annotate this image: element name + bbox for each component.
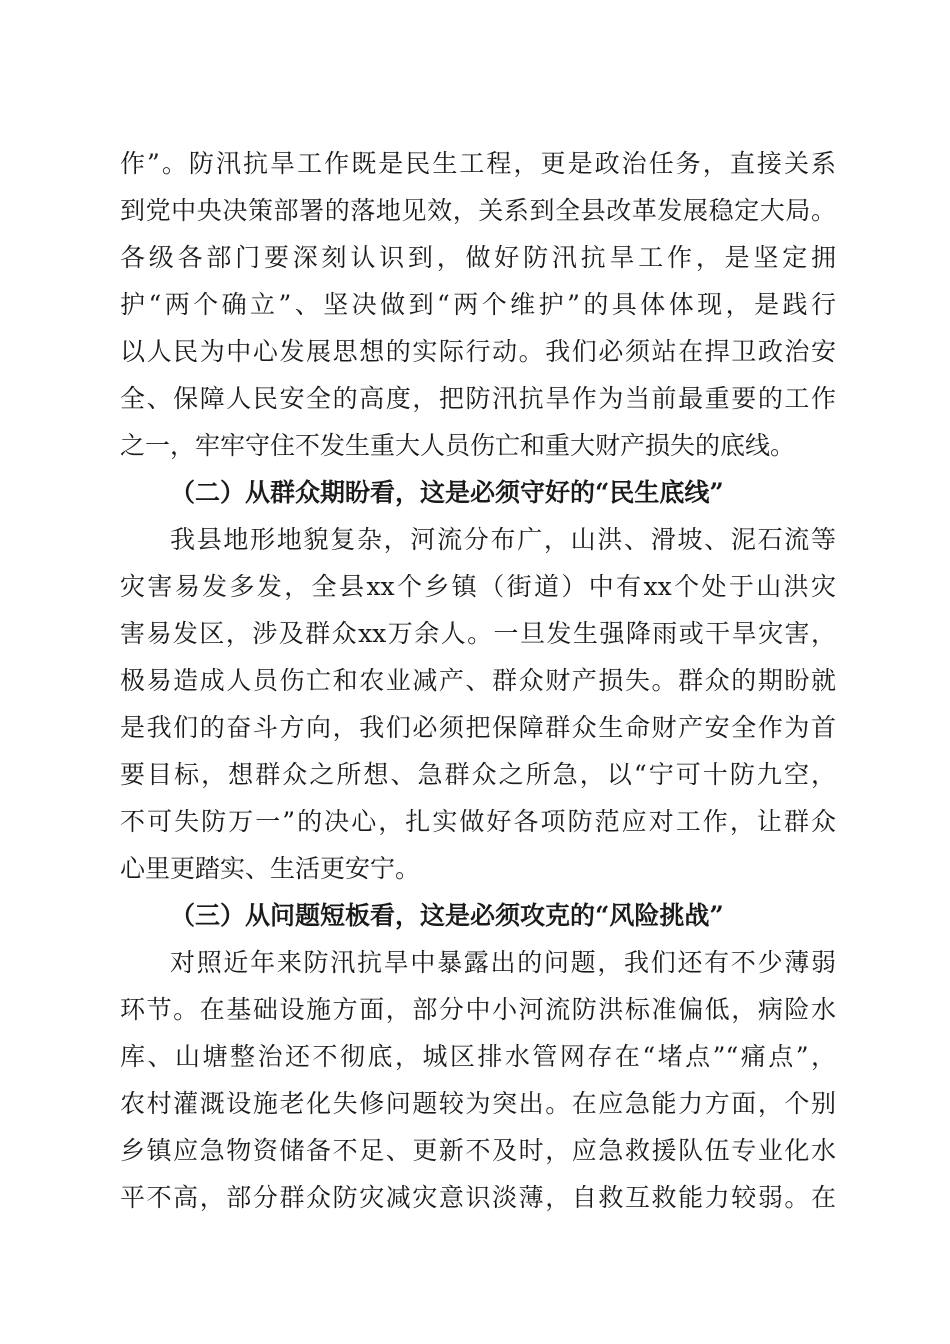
paragraph-line: 害易发区，涉及群众xx万余人。一旦发生强降雨或干旱灾害，	[120, 619, 836, 648]
paragraph-line: 农村灌溉设施老化失修问题较为突出。在应急能力方面，个别	[120, 1089, 836, 1118]
paragraph-line: 不可失防万一”的决心，扎实做好各项防范应对工作，让群众	[120, 807, 836, 836]
section-heading-2: （二）从群众期盼看，这是必须守好的“民生底线”	[170, 478, 724, 507]
paragraph-line: 全、保障人民安全的高度，把防汛抗旱作为当前最重要的工作	[120, 384, 836, 413]
paragraph-line: 乡镇应急物资储备不足、更新不及时，应急救援队伍专业化水	[120, 1136, 836, 1165]
paragraph-line: 要目标，想群众之所想、急群众之所急，以“宁可十防九空，	[120, 760, 836, 789]
paragraph-line: 到党中央决策部署的落地见效，关系到全县改革发展稳定大局。	[120, 196, 836, 225]
paragraph-line: 作”。防汛抗旱工作既是民生工程，更是政治任务，直接关系	[120, 149, 836, 178]
paragraph-1	[120, 140, 836, 469]
paragraph-line: 我县地形地貌复杂，河流分布广，山洪、滑坡、泥石流等	[170, 525, 836, 554]
document-body	[120, 140, 836, 1221]
paragraph-3	[120, 939, 836, 1221]
paragraph-line: 护“两个确立”、坚决做到“两个维护”的具体体现，是践行	[120, 290, 836, 319]
paragraph-line: 以人民为中心发展思想的实际行动。我们必须站在捍卫政治安	[120, 337, 836, 366]
paragraph-line: 库、山塘整治还不彻底，城区排水管网存在“堵点”“痛点”，	[120, 1042, 836, 1071]
paragraph-line: 心里更踏实、生活更安宁。	[120, 854, 421, 883]
paragraph-line: 是我们的奋斗方向，我们必须把保障群众生命财产安全作为首	[120, 713, 836, 742]
section-heading-3: （三）从问题短板看，这是必须攻克的“风险挑战”	[170, 901, 724, 930]
paragraph-line: 平不高，部分群众防灾减灾意识淡薄，自救互救能力较弱。在	[120, 1183, 836, 1212]
paragraph-line: 各级各部门要深刻认识到，做好防汛抗旱工作，是坚定拥	[120, 243, 836, 272]
paragraph-line: 对照近年来防汛抗旱中暴露出的问题，我们还有不少薄弱	[170, 948, 836, 977]
paragraph-2	[120, 516, 836, 892]
paragraph-line: 灾害易发多发，全县xx个乡镇（街道）中有xx个处于山洪灾	[120, 572, 836, 601]
paragraph-line: 极易造成人员伤亡和农业减产、群众财产损失。群众的期盼就	[120, 666, 836, 695]
paragraph-line: 环节。在基础设施方面，部分中小河流防洪标准偏低，病险水	[120, 995, 836, 1024]
paragraph-line: 之一，牢牢守住不发生重大人员伤亡和重大财产损失的底线。	[120, 431, 796, 460]
